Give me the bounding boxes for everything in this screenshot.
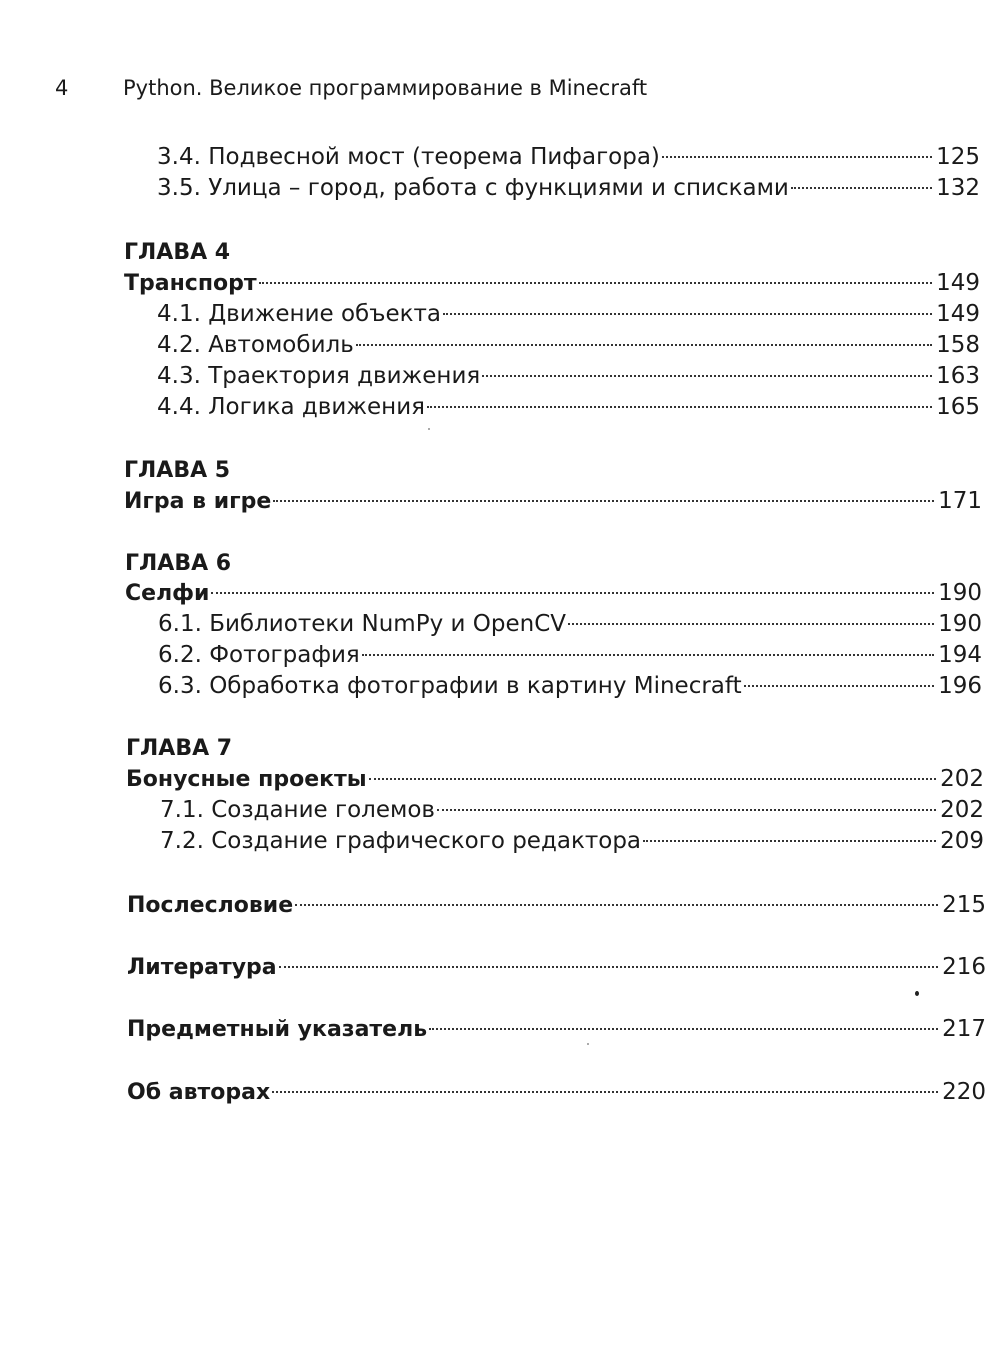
toc-entry-page: 149 [936,270,980,296]
chapter-heading-5: ГЛАВА 5 [124,458,231,483]
toc-entry-6-2[interactable] [158,640,982,671]
toc-entry-label: 6.2. Фотография [158,642,360,668]
toc-entry-label: 4.4. Логика движения [157,394,425,420]
toc-entry-page: 125 [936,144,980,170]
toc-entry-3-5[interactable] [157,173,980,204]
toc-entry-page: 149 [936,301,980,327]
dot-leader [744,685,934,687]
chapter-heading-6: ГЛАВА 6 [125,551,232,576]
dot-leader [482,375,932,377]
toc-entry-page: 190 [938,611,982,637]
toc-entry-page: 194 [938,642,982,668]
toc-entry-page: 190 [938,580,982,606]
dot-leader [427,406,932,408]
dot-leader [437,809,936,811]
toc-entry-page: 165 [936,394,980,420]
toc-chapter-6[interactable] [125,578,982,609]
dot-leader [791,187,932,189]
toc-entry-6-3[interactable] [158,671,982,702]
toc-subject-index[interactable] [127,1014,986,1045]
toc-entry-page: 202 [940,797,984,823]
toc-entry-page: 215 [942,892,986,918]
dot-leader [211,592,934,594]
toc-entry-label: 4.1. Движение объекта [157,301,442,327]
toc-chapter-4[interactable] [124,268,980,299]
toc-chapter-title: Транспорт [124,271,257,296]
toc-afterword[interactable] [127,890,986,921]
toc-entry-page: 163 [936,363,980,389]
toc-chapter-7[interactable] [126,764,984,795]
toc-entry-4-3[interactable] [157,361,980,392]
book-title: Python. Великое программирование в Minecraft [123,76,648,100]
toc-entry-page: 132 [936,175,980,201]
dot-leader [273,500,934,502]
dot-leader [662,156,932,158]
toc-about-authors[interactable] [127,1077,986,1108]
scan-speck [428,428,430,430]
toc-entry-label: 4.2. Автомобиль [157,332,354,358]
dot-leader [295,904,938,906]
toc-literature[interactable] [127,952,986,983]
dot-leader [643,840,936,842]
scan-speck [587,1043,589,1045]
page-number: 4 [55,76,69,100]
toc-entry-6-1[interactable] [158,609,982,640]
dot-leader [259,282,932,284]
toc-entry-label: 3.4. Подвесной мост (теорема Пифагора) [157,144,660,170]
toc-entry-label: 7.1. Создание големов [160,797,435,823]
toc-entry-page: 209 [940,828,984,854]
dot-leader [429,1028,938,1030]
toc-entry-page: 196 [938,673,982,699]
dot-leader [356,344,932,346]
dot-leader [272,1091,938,1093]
chapter-heading-4: ГЛАВА 4 [124,240,231,265]
toc-entry-page: 171 [938,488,982,514]
toc-entry-label: Об авторах [127,1080,271,1105]
toc-entry-page: 217 [942,1016,986,1042]
toc-entry-label: 7.2. Создание графического редактора [160,828,642,854]
scan-speck [915,991,919,996]
chapter-heading-7: ГЛАВА 7 [126,736,233,761]
toc-entry-label: Послесловие [127,893,294,918]
toc-entry-7-1[interactable] [160,795,984,826]
dot-leader [568,623,934,625]
toc-entry-4-2[interactable] [157,330,980,361]
toc-chapter-title: Бонусные проекты [126,767,367,792]
toc-entry-page: 202 [940,766,984,792]
toc-entry-label: Предметный указатель [127,1017,428,1042]
dot-leader [443,313,932,315]
toc-entry-label: 6.3. Обработка фотографии в картину Minecraft [158,673,742,699]
toc-entry-4-4[interactable] [157,392,980,423]
toc-chapter-5[interactable] [124,486,982,517]
toc-entry-label: 4.3. Траектория движения [157,363,481,389]
toc-chapter-title: Игра в игре [124,489,272,514]
toc-entry-label: 6.1. Библиотеки NumPy и OpenCV [158,611,566,637]
dot-leader [362,654,934,656]
toc-entry-page: 220 [942,1079,986,1105]
toc-entry-label: 3.5. Улица – город, работа с функциями и списками [157,175,789,201]
toc-entry-4-1[interactable] [157,299,980,330]
toc-entry-3-4[interactable] [157,142,980,173]
toc-chapter-title: Селфи [125,581,210,606]
toc-entry-page: 158 [936,332,980,358]
toc-entry-7-2[interactable] [160,826,984,857]
dot-leader [369,778,936,780]
dot-leader [279,966,938,968]
toc-entry-label: Литература [127,955,277,980]
toc-entry-page: 216 [942,954,986,980]
